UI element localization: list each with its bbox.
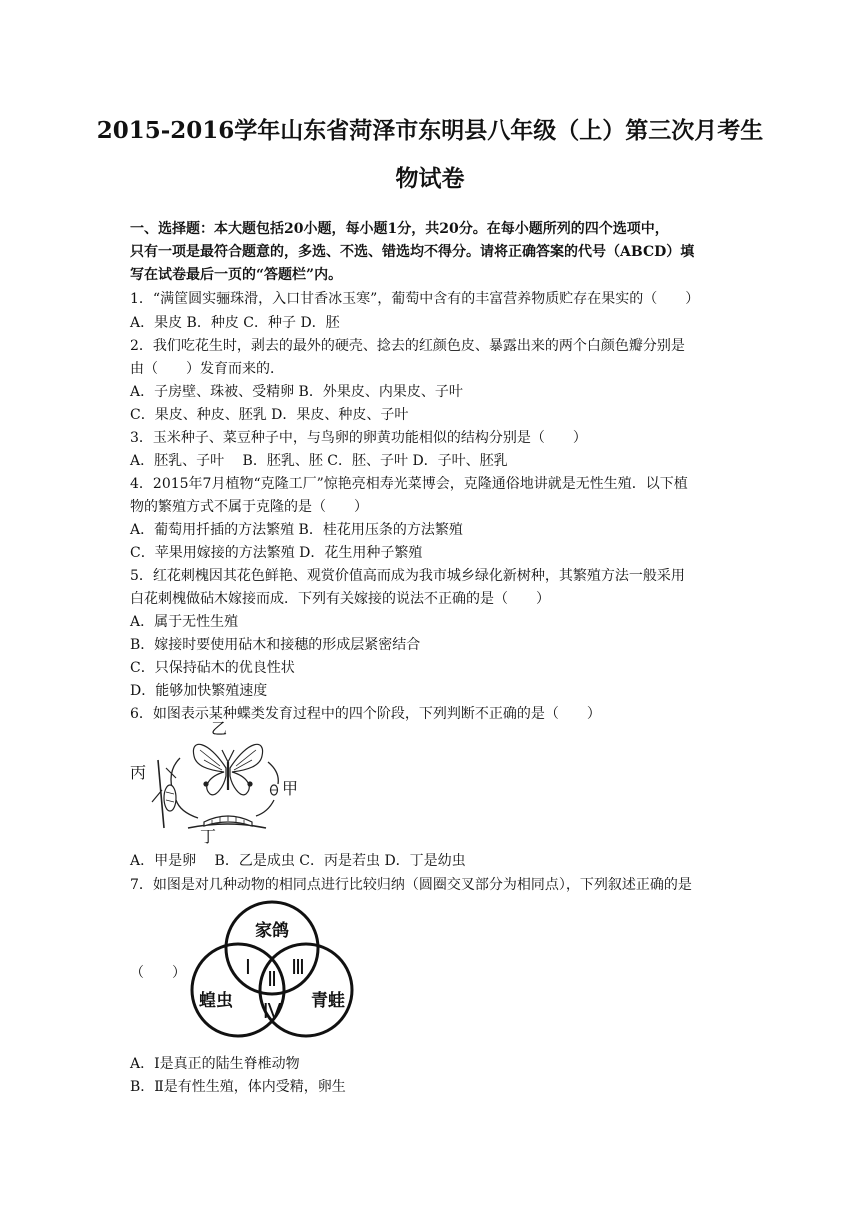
q2-options-line1: A．子房壁、珠被、受精卵 B．外果皮、内果皮、子叶: [130, 384, 463, 400]
q7-option-a: A．Ⅰ是真正的陆生脊椎动物: [130, 1056, 300, 1072]
q6-stem: 6．如图表示某种蝶类发育过程中的四个阶段，下列判断不正确的是（ ）: [130, 706, 601, 722]
butterfly-lifecycle-figure: [128, 720, 308, 846]
q3-options: A．胚乳、子叶 B．胚乳、胚 C．胚、子叶 D．子叶、胚乳: [130, 453, 508, 469]
q4-stem-line2: 物的繁殖方式不属于克隆的是（ ）: [130, 499, 368, 515]
exam-title-line1: 2015-2016学年山东省菏泽市东明县八年级（上）第三次月考生: [96, 117, 764, 144]
animal-venn-diagram: [186, 900, 358, 1042]
venn-label-locust: 蝗虫: [199, 991, 233, 1011]
section-header-line2: 只有一项是最符合题意的，多选、不选、错选均不得分。请将正确答案的代号（ABCD）填: [130, 244, 695, 260]
egg-icon: [271, 785, 278, 795]
label-jia: 甲: [282, 779, 299, 798]
q7-option-b: B．Ⅱ是有性生殖，体内受精，卵生: [130, 1079, 346, 1095]
arrow-pupa-to-adult: [171, 758, 180, 788]
q5-stem-line2: 白花刺槐做砧木嫁接而成．下列有关嫁接的说法不正确的是（ ）: [130, 591, 550, 607]
venn-label-frog: 青蛙: [311, 991, 345, 1011]
section-header-line3: 写在试卷最后一页的“答题栏”内。: [130, 267, 343, 283]
label-bing: 丙: [130, 763, 147, 782]
q5-option-c: C．只保持砧木的优良性状: [130, 660, 295, 676]
arrow-larva-to-pupa: [176, 800, 198, 818]
q2-options-line2: C．果皮、种皮、胚乳 D．果皮、种皮、子叶: [130, 407, 409, 423]
q4-options-line2: C．苹果用嫁接的方法繁殖 D．花生用种子繁殖: [130, 545, 423, 561]
q7-answer-paren: （ ）: [130, 965, 186, 981]
arrow-adult-to-egg: [268, 762, 278, 784]
label-yi: 乙: [211, 720, 228, 738]
venn-region-1: Ⅰ: [245, 955, 251, 979]
q1-stem: 1．“满筐圆实骊珠滑，入口甘香冰玉寒”，葡萄中含有的丰富营养物质贮存在果实的（ ）: [130, 291, 700, 307]
q6-options: A．甲是卵 B．乙是成虫 C．丙是若虫 D．丁是幼虫: [130, 853, 466, 869]
q4-stem-line1: 4．2015年7月植物“克隆工厂”惊艳亮相寿光菜博会，克隆通俗地讲就是无性生殖．以下植: [130, 476, 688, 492]
venn-region-4: Ⅳ: [262, 999, 282, 1023]
q7-stem: 7．如图是对几种动物的相同点进行比较归纳（圆圈交叉部分为相同点），下列叙述正确的是: [130, 877, 692, 893]
section-header-line1: 一、选择题：本大题包括20小题，每小题1分，共20分。在每小题所列的四个选项中，: [130, 221, 669, 237]
venn-region-2: Ⅱ: [267, 967, 277, 991]
q5-stem-line1: 5．红花刺槐因其花色鲜艳、观赏价值高而成为我市城乡绿化新树种，其繁殖方法一般采用: [130, 568, 685, 584]
label-ding: 丁: [200, 827, 217, 846]
q1-options: A．果皮 B．种皮 C．种子 D．胚: [130, 315, 340, 331]
butterfly-icon: [193, 744, 262, 794]
q4-options-line1: A．葡萄用扦插的方法繁殖 B．桂花用压条的方法繁殖: [130, 522, 463, 538]
exam-title-line2: 物试卷: [395, 165, 465, 192]
q5-option-b: B．嫁接时要使用砧木和接穗的形成层紧密结合: [130, 637, 421, 653]
q2-stem-line1: 2．我们吃花生时，剥去的最外的硬壳、捻去的红颜色皮、暴露出来的两个白颜色瓣分别是: [130, 338, 685, 354]
q5-option-a: A．属于无性生殖: [130, 614, 239, 630]
arrow-egg-to-larva: [256, 800, 274, 816]
venn-region-3: Ⅲ: [291, 955, 305, 979]
q2-stem-line2: 由（ ）发育而来的．: [130, 361, 284, 377]
q3-stem: 3．玉米种子、菜豆种子中，与鸟卵的卵黄功能相似的结构分别是（ ）: [130, 430, 587, 446]
venn-label-pigeon: 家鸽: [255, 921, 289, 941]
section-header: [130, 218, 740, 287]
q5-option-d: D．能够加快繁殖速度: [130, 683, 268, 699]
